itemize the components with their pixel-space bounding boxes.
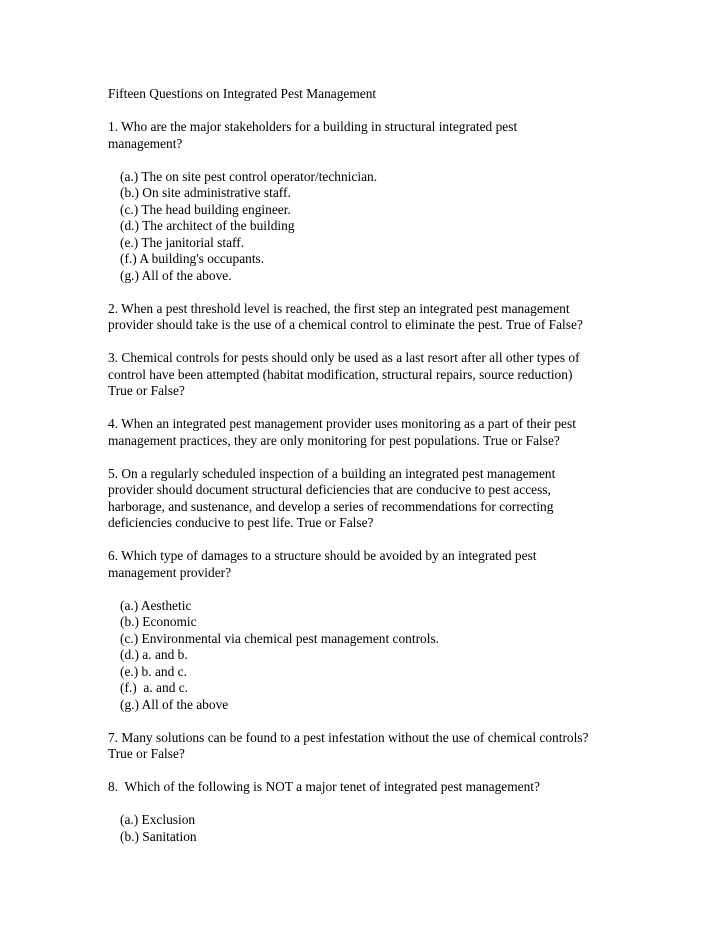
question-8-options	[108, 812, 668, 845]
question-6-option-c: (c.) Environmental via chemical pest management controls.	[120, 630, 440, 646]
question-1-option-f: (f.) A building's occupants.	[120, 251, 265, 266]
question-6-option-g: (g.) All of the above	[120, 696, 229, 712]
question-5-line-4: deficiencies conducive to pest life. True or False?	[108, 515, 374, 530]
spacer	[108, 103, 668, 120]
spacer	[108, 763, 668, 780]
question-6-line-2: management provider?	[108, 564, 232, 580]
question-1-option-c: (c.) The head building engineer.	[120, 201, 291, 217]
question-1	[108, 119, 668, 284]
spacer	[108, 284, 668, 301]
question-6-option-f: (f.) a. and c.	[120, 680, 189, 695]
spacer	[108, 152, 668, 169]
question-1-line-2: management?	[108, 135, 183, 151]
question-6-option-a: (a.) Aesthetic	[120, 597, 192, 613]
spacer	[108, 581, 668, 598]
question-5-line-3: harborage, and sustenance, and develop a series of recommendations for correcting	[108, 498, 554, 514]
spacer	[108, 532, 668, 549]
question-8-line-1: 8. Which of the following is NOT a major tenet of integrated pest management?	[108, 779, 540, 794]
question-1-options	[108, 169, 668, 285]
spacer	[108, 400, 668, 417]
question-5-line-1: 5. On a regularly scheduled inspection of a building an integrated pest management	[108, 465, 556, 481]
question-4	[108, 416, 668, 449]
spacer	[108, 334, 668, 351]
question-5-line-2: provider should document structural deficiencies that are conducive to pest access,	[108, 482, 551, 497]
question-1-option-d: (d.) The architect of the building	[120, 218, 295, 233]
question-3-line-1: 3. Chemical controls for pests should only be used as a last resort after all other types of	[108, 350, 580, 365]
question-6	[108, 548, 668, 713]
question-1-option-e: (e.) The janitorial staff.	[120, 234, 245, 250]
question-4-line-1: 4. When an integrated pest management provider uses monitoring as a part of their pest	[108, 416, 576, 431]
question-6-option-d: (d.) a. and b.	[120, 647, 188, 662]
document-body	[108, 86, 668, 845]
question-3-line-2: control have been attempted (habitat modification, structural repairs, source reduction)	[108, 366, 573, 382]
question-1-option-g: (g.) All of the above.	[120, 267, 232, 283]
spacer	[108, 449, 668, 466]
question-2-line-2: provider should take is the use of a chemical control to eliminate the pest. True of False?	[108, 317, 583, 332]
question-6-options	[108, 598, 668, 714]
question-7-line-1: 7. Many solutions can be found to a pest infestation without the use of chemical controls?	[108, 729, 589, 745]
question-3-line-3: True or False?	[108, 383, 185, 398]
question-8	[108, 779, 668, 845]
question-2-line-1: 2. When a pest threshold level is reached, the first step an integrated pest management	[108, 300, 570, 316]
question-7-line-2: True or False?	[108, 746, 185, 761]
question-6-line-1: 6. Which type of damages to a structure should be avoided by an integrated pest	[108, 548, 537, 563]
question-6-option-e: (e.) b. and c.	[120, 663, 187, 679]
spacer	[108, 713, 668, 730]
question-4-line-2: management practices, they are only monitoring for pest populations. True or False?	[108, 432, 560, 448]
question-8-option-b: (b.) Sanitation	[120, 828, 197, 844]
question-8-option-a: (a.) Exclusion	[120, 812, 196, 827]
document-title: Fifteen Questions on Integrated Pest Management	[108, 86, 377, 101]
question-6-option-b: (b.) Economic	[120, 614, 197, 629]
question-3	[108, 350, 668, 400]
spacer	[108, 796, 668, 813]
question-1-option-b: (b.) On site administrative staff.	[120, 185, 291, 200]
question-1-line-1: 1. Who are the major stakeholders for a building in structural integrated pest	[108, 119, 518, 134]
question-7	[108, 730, 668, 763]
question-5	[108, 466, 668, 532]
question-1-option-a: (a.) The on site pest control operator/technician.	[120, 168, 378, 184]
question-2	[108, 301, 668, 334]
